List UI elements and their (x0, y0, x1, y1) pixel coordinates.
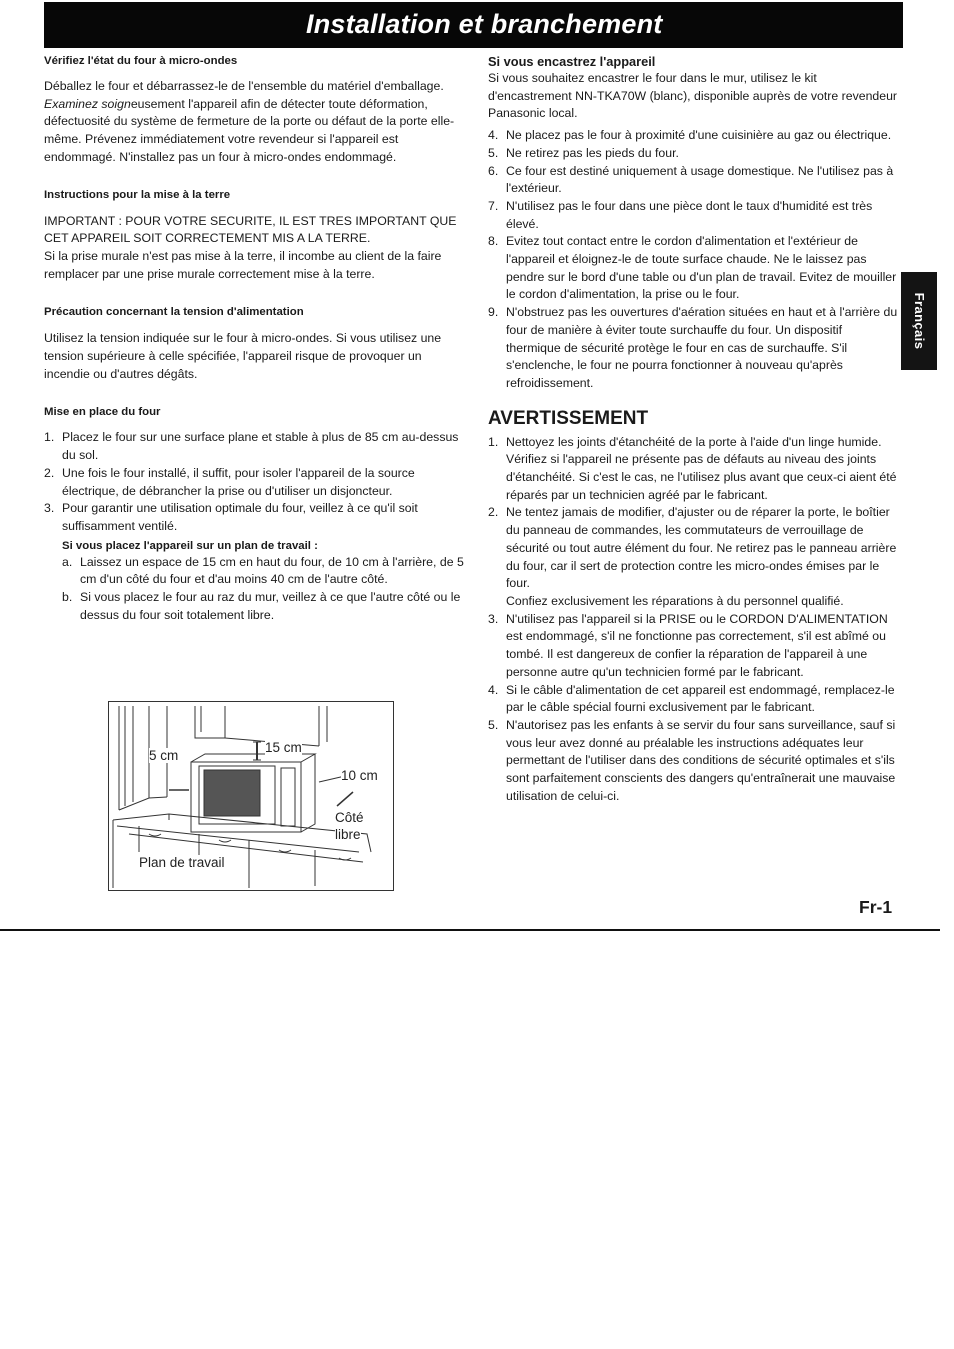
item-text: Ne retirez pas les pieds du four. (506, 145, 679, 160)
grounding-important: IMPORTANT : POUR VOTRE SECURITE, IL EST TRES IMPORTANT QUE CET APPAREIL SOIT CORRECTEMENT MIS A LA TERRE. (44, 213, 457, 246)
left-column (44, 53, 468, 624)
item-text: N'autorisez pas les enfants à se servir du four sans surveillance, sauf si vous leur avez donné au préalable les instructions adéquates leur permettant de l'utiliser dans des conditions de sécurité optimales et s'ils sont parfaitement conscients des dangers qu'entraînerait une mauvaise utilisation de celui-ci. (506, 717, 896, 803)
section-warning (488, 408, 900, 806)
item-number: 4. (488, 682, 499, 697)
installation-diagram (108, 701, 394, 891)
item-text: Evitez tout contact entre le cordon d'alimentation et l'extérieur de l'appareil et éloignez-le de toute surface chaude. Ne le laissez pas pendre sur le bord d'une table ou d'un plan de travail. Evitez de mouiller le cordon d'alimentation, la prise ou le four. (506, 234, 897, 302)
label-free-side-b: libre (335, 827, 361, 842)
language-tab-label: Français (911, 292, 927, 350)
section-built-in (488, 53, 900, 393)
list-item (488, 233, 900, 304)
item-text: N'utilisez pas l'appareil si la PRISE ou le CORDON D'ALIMENTATION est endommagé, s'il ne fonctionne pas correctement, s'il est abîmé ou tombé. Il est dangereux de confier la réparation de l'appareil à une personne autre qu'un technicien formé par le fabricant. (506, 611, 888, 679)
label-side-clearance: 5 cm (149, 748, 179, 763)
item-text: Ce four est destiné uniquement à usage domestique. Ne l'utilisez pas à l'extérieur. (506, 163, 894, 196)
list-item (62, 554, 468, 589)
item-text: Ne placez pas le four à proximité d'une cuisinière au gaz ou électrique. (506, 128, 892, 143)
list-item (488, 145, 900, 163)
placement-list (44, 429, 468, 535)
label-top-clearance: 15 cm (265, 740, 302, 755)
check-oven-text-b: eusement l'appareil afin de détecter toute déformation, défectuosité du système de fermeture de la porte ou défaut de la porte elle-même. Prévenez immédiatement votre revendeur si l'appareil est endommagé. N'installez pas un four à micro-ondes endommagé. (44, 96, 455, 164)
item-number: 3. (44, 501, 55, 516)
list-item (488, 127, 900, 145)
list-item (62, 589, 468, 624)
section-placement (44, 404, 468, 624)
list-item (488, 611, 900, 682)
page-number: Fr-1 (859, 897, 893, 917)
item-number: 7. (488, 198, 499, 213)
list-item (488, 304, 900, 393)
item-number: 9. (488, 305, 499, 320)
heading-placement: Mise en place du four (44, 406, 161, 419)
heading-built-in: Si vous encastrez l'appareil (488, 54, 656, 69)
item-text: Laissez un espace de 15 cm en haut du four, de 10 cm à l'arrière, de 5 cm d'un côté du four et d'au moins 40 cm de l'autre côté. (80, 554, 464, 587)
paragraph-check-oven (44, 78, 468, 167)
item-number: 2. (44, 465, 55, 480)
title-banner (44, 2, 903, 48)
item-number: 3. (488, 611, 499, 626)
item-text: Pour garantir une utilisation optimale du four, veillez à ce qu'il soit suffisamment ventilé. (62, 501, 418, 533)
item-number: 1. (44, 430, 55, 445)
item-letter: a. (62, 554, 73, 569)
list-item (488, 504, 900, 610)
footer-rule (0, 929, 940, 931)
list-item (488, 434, 900, 505)
item-text: Si vous placez le four au raz du mur, veillez à ce que l'autre côté ou le dessus du four soit totalement libre. (80, 590, 461, 622)
item-text: Placez le four sur une surface plane et stable à plus de 85 cm au-dessus du sol. (62, 430, 459, 463)
item-letter: b. (62, 590, 73, 605)
label-worktop: Plan de travail (139, 855, 225, 870)
right-column (488, 53, 900, 805)
label-free-side-a: Côté (335, 810, 364, 825)
section-voltage (44, 304, 468, 383)
list-item (44, 500, 468, 535)
built-in-list (488, 127, 900, 393)
built-in-text: Si vous souhaitez encastrer le four dans le mur, utilisez le kit d'encastrement NN-TKA70W (blanc), disponible auprès de votre revendeur Panasonic local. (488, 71, 898, 121)
list-item (488, 682, 900, 717)
heading-warning: AVERTISSEMENT (488, 407, 649, 429)
list-item (44, 429, 468, 464)
heading-voltage: Précaution concernant la tension d'alimentation (44, 306, 304, 319)
list-item (488, 717, 900, 806)
grounding-text: Si la prise murale n'est pas mise à la terre, il incombe au client de la faire remplacer par une prise murale correctement mise à la terre. (44, 248, 442, 281)
list-item (488, 163, 900, 198)
item-number: 5. (488, 717, 499, 732)
list-item (488, 198, 900, 233)
warning-list (488, 434, 900, 806)
item-number: 5. (488, 145, 499, 160)
item-text: Si le câble d'alimentation de cet appareil est endommagé, remplacez-le par le câble spécial fourni exclusivement par le fabricant. (506, 682, 895, 715)
section-grounding (44, 187, 468, 284)
check-oven-text-a: Déballez le four et débarrassez-le de l'ensemble du matériel d'emballage. (44, 79, 444, 93)
heading-check-oven: Vérifiez l'état du four à micro-ondes (44, 55, 238, 67)
item-number: 2. (488, 505, 499, 520)
voltage-text: Utilisez la tension indiquée sur le four à micro-ondes. Si vous utilisez une tension supérieure à celle spécifiée, l'appareil risque de provoquer un incendie ou d'autres dégâts. (44, 331, 442, 381)
heading-grounding: Instructions pour la mise à la terre (44, 188, 231, 201)
list-item (44, 465, 468, 500)
page-title: Installation et branchement (306, 9, 663, 39)
item-extra-text: Confiez exclusivement les réparations à du personnel qualifié. (506, 593, 844, 608)
item-text: Nettoyez les joints d'étanchéité de la porte à l'aide d'un linge humide. Vérifiez si l'appareil ne présente pas de défauts au niveau des joints d'étanchéité. Si c'est le cas, ne l'utilisez plus avant que ceux-ci aient été réparés par un technicien agréé par le fabricant. (506, 434, 897, 502)
item-number: 6. (488, 163, 499, 178)
item-text: N'utilisez pas le four dans une pièce dont le taux d'humidité est très élevé. (506, 198, 873, 231)
item-text: Ne tentez jamais de modifier, d'ajuster ou de réparer la porte, le boîtier du panneau de commandes, les commutateurs de verrouillage de sécurité ou tout autre élément du four. Ne retirez pas le panneau arrière du four, car il sert de protection contre les micro-ondes émises par le four. (506, 505, 897, 591)
language-tab (901, 272, 937, 370)
section-check-oven (44, 53, 468, 167)
item-number: 4. (488, 128, 499, 143)
worktop-list (62, 554, 468, 625)
item-text: N'obstruez pas les ouvertures d'aération situées en haut et à l'arrière du four de manière à éviter toute surchauffe du four. Un dispositif thermique de sécurité protège le four en cas de surchauffe. S'il s'enclenche, le four ne pourra fonctionner à nouveau qu'après refroidissement. (506, 305, 898, 390)
item-number: 8. (488, 234, 499, 249)
item-text: Une fois le four installé, il suffit, pour isoler l'appareil de la source électrique, de débrancher la prise ou d'utiliser un disjoncteur. (62, 465, 415, 498)
item-number: 1. (488, 434, 499, 449)
check-oven-text-italic: Examinez soign (44, 96, 131, 111)
heading-worktop: Si vous placez l'appareil sur un plan de travail : (62, 539, 318, 552)
label-back-clearance: 10 cm (341, 768, 378, 783)
